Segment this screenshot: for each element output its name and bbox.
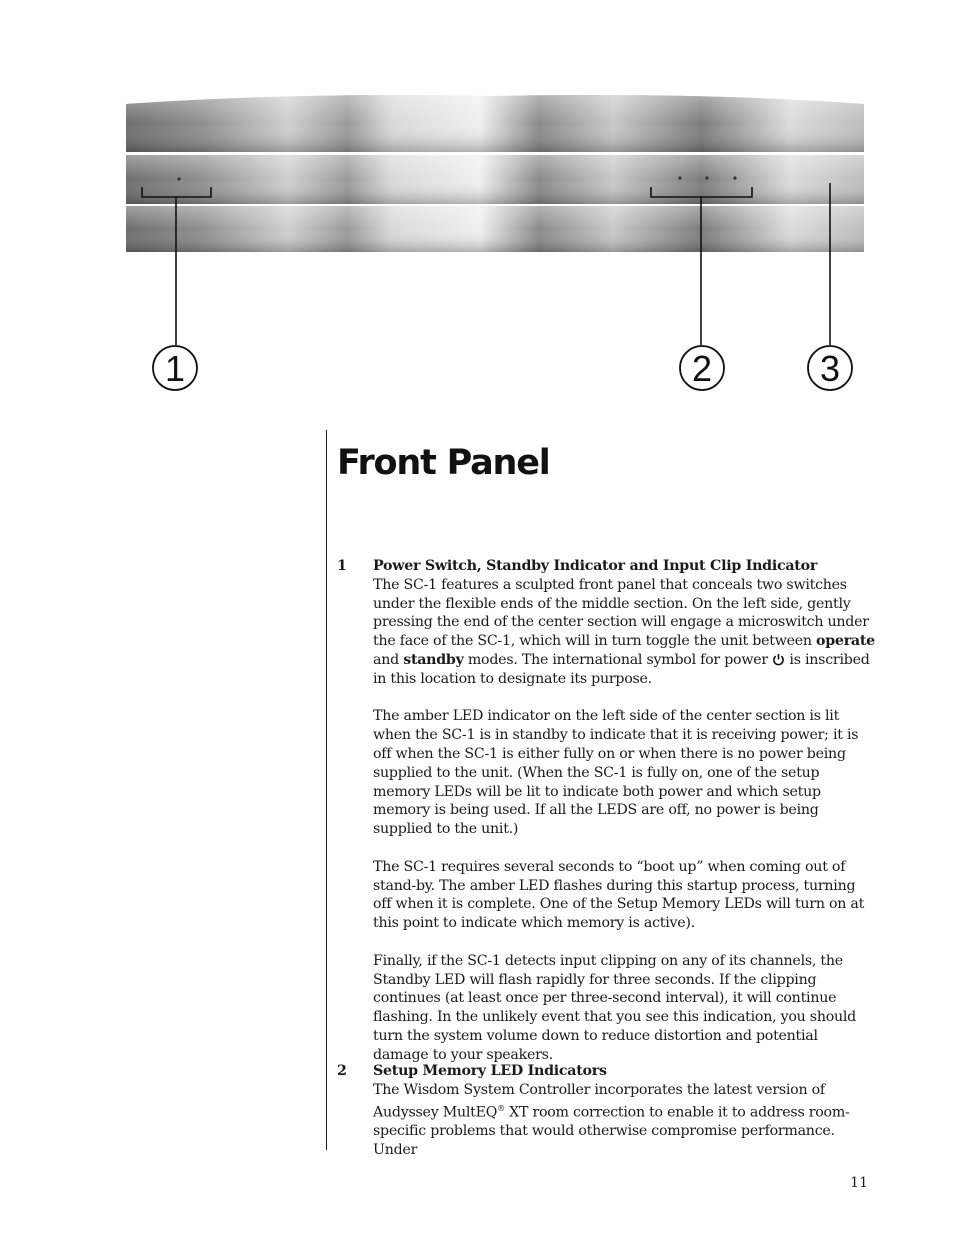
text-run: The SC-1 features a sculpted front panel that conceals two switches under the flexible ends of the middle section. On the left side, gently pressing the end of the center section will engage a microswitch under the face of the SC-1, which will in turn toggle the unit between (373, 576, 869, 650)
section-heading: Setup Memory LED Indicators (373, 1063, 607, 1079)
margin-rule (326, 430, 327, 1150)
callout-3-label: 3 (819, 348, 841, 389)
section-body (373, 576, 877, 1065)
page-title: Front Panel (337, 443, 550, 483)
paragraph: The SC-1 requires several seconds to “boot up” when coming out of stand-by. The amber LED flashes during this startup process, turning off when it is complete. One of the Setup Memory LEDs will turn on at this point to indicate which memory is active). (373, 858, 865, 932)
setup-memory-led-3 (733, 176, 736, 179)
paragraph (373, 576, 877, 689)
paragraph (373, 1081, 877, 1160)
term-operate: operate (816, 633, 875, 650)
setup-memory-led-1 (678, 176, 681, 179)
callout-2-label: 2 (691, 348, 713, 389)
section-power-switch (337, 557, 877, 1083)
setup-memory-led-2 (705, 176, 708, 179)
registered-mark: ® (497, 1103, 505, 1113)
text-run: XT room correction to enable it to address room-specific problems that would otherwise compromise performance. Under (373, 1104, 850, 1158)
power-icon (772, 653, 785, 666)
front-panel-figure (0, 0, 954, 400)
callout-1 (153, 346, 197, 390)
chassis-center-section (126, 155, 864, 204)
paragraph: Finally, if the SC-1 detects input clipping on any of its channels, the Standby LED will flash rapidly for three seconds. If the clipping continues (at least once per three-second interval), it will continue flashing. In the unlikely event that you see this indication, you should turn the system volume down to reduce distortion and potential damage to your speakers. (373, 952, 857, 1063)
callout-3 (808, 346, 852, 390)
section-number: 1 (337, 558, 347, 574)
section-number: 2 (337, 1063, 347, 1079)
callout-2 (680, 346, 724, 390)
term-standby: standby (403, 651, 464, 668)
section-heading: Power Switch, Standby Indicator and Input Clip Indicator (373, 558, 818, 574)
section-body (373, 1081, 877, 1160)
text-run: The Wisdom System Controller incorporates the latest version of Audyssey MultEQ (373, 1081, 825, 1121)
text-run: is inscribed in this location to designate its purpose. (373, 651, 870, 687)
chassis-top-section (126, 95, 864, 152)
callout-1-label: 1 (164, 348, 186, 389)
text-run: modes. The international symbol for power (463, 651, 773, 668)
page-number: 11 (850, 1175, 868, 1191)
standby-led (177, 177, 180, 180)
chassis-bottom-section (126, 206, 864, 252)
text-run: and (373, 651, 404, 668)
section-setup-memory (337, 1062, 877, 1179)
paragraph: The amber LED indicator on the left side of the center section is lit when the SC-1 is in standby to indicate that it is receiving power; it is off when the SC-1 is either fully on or when there is no power being supplied to the unit. (When the SC-1 is fully on, one of the setup memory LEDs will be lit to indicate both power and which setup memory is being used. If all the LEDS are off, no power is being supplied to the unit.) (373, 708, 859, 838)
